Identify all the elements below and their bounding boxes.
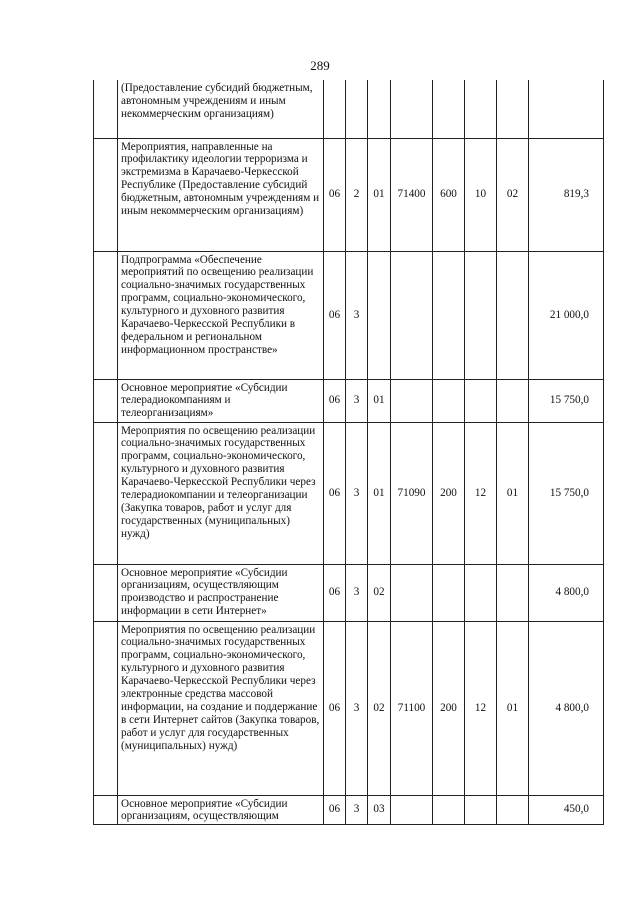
table-row [94, 564, 604, 621]
item-name-cell: (Предоставление субсидий бюджетным, автономным учреждениям и иным некоммерческим организациям) [118, 80, 324, 138]
code-cell-4 [391, 564, 433, 621]
code-cell-3 [368, 80, 391, 138]
table-row [94, 422, 604, 564]
code-cell-6 [465, 564, 497, 621]
code-cell-3: 02 [368, 621, 391, 795]
code-cell-3: 03 [368, 795, 391, 825]
code-cell-4 [391, 80, 433, 138]
page-number: 289 [310, 58, 330, 73]
amount-cell: 450,0 [529, 795, 604, 825]
item-name-cell: Мероприятия по освещению реализации социально-значимых государственных программ, социально-экономического, культурного и духовного развития Карачаево-Черкесской Республики через электронные средства массовой информации, на создание и поддержание в сети Интернет сайтов (Закупка товаров, работ и услуг для государственных (муниципальных) нужд) [118, 621, 324, 795]
amount-cell: 15 750,0 [529, 379, 604, 422]
table-row [94, 80, 604, 138]
code-cell-3: 01 [368, 422, 391, 564]
table-row [94, 621, 604, 795]
item-name-cell: Подпрограмма «Обеспечение мероприятий по освещению реализации социально-значимых государственных программ, социально-экономического, культурного и духовного развития Карачаево-Черкесской Республики в федеральном и региональном информационном пространстве» [118, 251, 324, 379]
code-cell-1: 06 [324, 795, 346, 825]
row-number-cell [94, 795, 118, 825]
amount-cell: 819,3 [529, 138, 604, 251]
code-cell-2: 3 [346, 379, 368, 422]
code-cell-2: 2 [346, 138, 368, 251]
row-number-cell [94, 379, 118, 422]
code-cell-2: 3 [346, 251, 368, 379]
amount-cell [529, 80, 604, 138]
code-cell-1 [324, 80, 346, 138]
code-cell-7: 02 [497, 138, 529, 251]
code-cell-2: 3 [346, 621, 368, 795]
amount-cell: 4 800,0 [529, 621, 604, 795]
code-cell-6: 10 [465, 138, 497, 251]
code-cell-2 [346, 80, 368, 138]
item-name-cell: Основное мероприятие «Субсидии организациям, осуществляющим [118, 795, 324, 825]
code-cell-1: 06 [324, 379, 346, 422]
code-cell-3: 01 [368, 379, 391, 422]
code-cell-7 [497, 251, 529, 379]
code-cell-4: 71100 [391, 621, 433, 795]
row-number-cell [94, 138, 118, 251]
row-number-cell [94, 564, 118, 621]
table-row [94, 795, 604, 825]
amount-cell: 4 800,0 [529, 564, 604, 621]
code-cell-6 [465, 795, 497, 825]
code-cell-2: 3 [346, 795, 368, 825]
code-cell-6 [465, 80, 497, 138]
code-cell-7 [497, 564, 529, 621]
code-cell-5 [433, 379, 465, 422]
item-name-cell: Основное мероприятие «Субсидии организациям, осуществляющим производство и распространение информации в сети Интернет» [118, 564, 324, 621]
code-cell-4 [391, 379, 433, 422]
code-cell-5 [433, 80, 465, 138]
code-cell-5 [433, 564, 465, 621]
code-cell-5: 200 [433, 422, 465, 564]
code-cell-6 [465, 379, 497, 422]
code-cell-2: 3 [346, 564, 368, 621]
code-cell-4 [391, 251, 433, 379]
code-cell-4: 71090 [391, 422, 433, 564]
code-cell-1: 06 [324, 621, 346, 795]
code-cell-6: 12 [465, 621, 497, 795]
code-cell-3: 01 [368, 138, 391, 251]
code-cell-1: 06 [324, 422, 346, 564]
row-number-cell [94, 621, 118, 795]
code-cell-1: 06 [324, 251, 346, 379]
code-cell-7: 01 [497, 621, 529, 795]
item-name-cell: Мероприятия по освещению реализации социально-значимых государственных программ, социально-экономического, культурного и духовного развития Карачаево-Черкесской Республики через телерадиокомпании и телеорганизации (Закупка товаров, работ и услуг для государственных (муниципальных) нужд) [118, 422, 324, 564]
code-cell-3: 02 [368, 564, 391, 621]
table-row [94, 379, 604, 422]
code-cell-3 [368, 251, 391, 379]
code-cell-6: 12 [465, 422, 497, 564]
amount-cell: 15 750,0 [529, 422, 604, 564]
item-name-cell: Основное мероприятие «Субсидии телерадиокомпаниям и телеорганизациям» [118, 379, 324, 422]
code-cell-4: 71400 [391, 138, 433, 251]
code-cell-7 [497, 80, 529, 138]
code-cell-6 [465, 251, 497, 379]
item-name-cell: Мероприятия, направленные на профилактику идеологии терроризма и экстремизма в Карачаево-Черкесской Республике (Предоставление субсидий бюджетным, автономным учреждениям и иным некоммерческим организациям) [118, 138, 324, 251]
row-number-cell [94, 80, 118, 138]
amount-cell: 21 000,0 [529, 251, 604, 379]
table-row [94, 138, 604, 251]
code-cell-1: 06 [324, 564, 346, 621]
code-cell-2: 3 [346, 422, 368, 564]
code-cell-7 [497, 379, 529, 422]
code-cell-5: 200 [433, 621, 465, 795]
code-cell-5 [433, 251, 465, 379]
code-cell-7: 01 [497, 422, 529, 564]
code-cell-5 [433, 795, 465, 825]
budget-table [93, 80, 604, 825]
code-cell-4 [391, 795, 433, 825]
row-number-cell [94, 251, 118, 379]
table-row [94, 251, 604, 379]
code-cell-1: 06 [324, 138, 346, 251]
code-cell-7 [497, 795, 529, 825]
row-number-cell [94, 422, 118, 564]
code-cell-5: 600 [433, 138, 465, 251]
